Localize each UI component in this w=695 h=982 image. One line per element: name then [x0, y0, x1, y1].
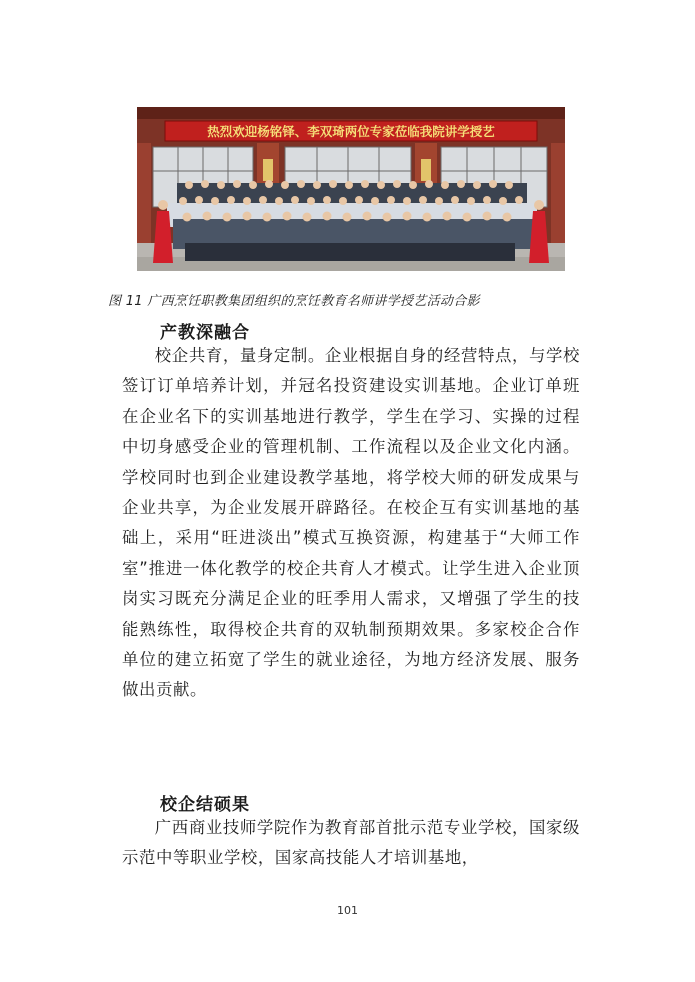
figure-caption: 图 11 广西烹饪职教集团组织的烹饪教育名师讲学授艺活动合影 — [108, 294, 480, 309]
section-heading-industry-education: 产教深融合 — [160, 323, 250, 343]
section-paragraph-results: 广西商业技师学院作为教育部首批示范专业学校，国家级示范中等职业学校，国家高技能人才培训基地， — [122, 818, 580, 868]
page-number: 101 — [337, 904, 358, 917]
banner-text: 热烈欢迎杨铭铎、李双琦两位专家莅临我院讲学授艺 — [207, 124, 495, 139]
group-photo-illustration — [137, 107, 565, 271]
group-photo — [137, 107, 565, 271]
section-paragraph-industry-education: 校企共育，量身定制。企业根据自身的经营特点，与学校签订订单培养计划，并冠名投资建设实训基地。企业订单班在企业名下的实训基地进行教学，学生在学习、实操的过程中切身感受企业的管理机制、工作流程以及企业文化内涵。学校同时也到企业建设教学基地，将学校大师的研发成果与企业共享，为企业发展开辟路径。在校企互有实训基地的基础上，采用“旺进淡出”模式互换资源，构建基于“大师工作室”推进一体化教学的校企共育人才模式。让学生进入企业顶岗实习既充分满足企业的旺季用人需求，又增强了学生的技能熟练性，取得校企共育的双轨制预期效果。多家校企合作单位的建立拓宽了学生的就业途径，为地方经济发展、服务做出贡献。 — [122, 346, 580, 700]
section-heading-results: 校企结硕果 — [160, 795, 250, 815]
